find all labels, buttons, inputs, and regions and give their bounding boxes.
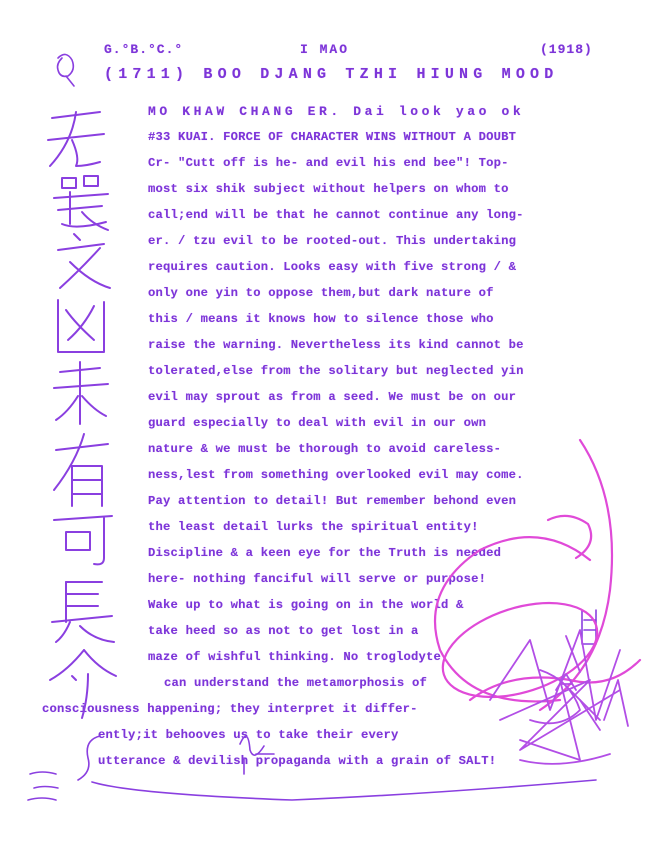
- header-title-line: [104, 66, 558, 83]
- bracket-annotation: [78, 736, 596, 800]
- body-line-11: tolerated,else from the solitary but neglected yin: [148, 364, 524, 378]
- bottom-left-scribble: [28, 772, 58, 800]
- right-margin-char: [582, 610, 596, 644]
- chinese-char-8: [52, 582, 114, 642]
- body-line-9: this / means it knows how to silence those who: [148, 312, 494, 326]
- body-line-7: requires caution. Looks easy with five strong / &: [148, 260, 517, 274]
- handwritten-chinese-column: [48, 112, 116, 718]
- header-left-code: G.°B.°C.°: [104, 42, 184, 57]
- body-line-24: consciousness happening; they interpret it differ-: [42, 702, 418, 716]
- body-line-12: evil may sprout as from a seed. We must be on our: [148, 390, 517, 404]
- chinese-char-4: [58, 300, 104, 352]
- chinese-char-2: [54, 176, 108, 230]
- body-line-19: here- nothing fanciful will serve or purpose!: [148, 572, 487, 586]
- chinese-char-3: [58, 234, 110, 288]
- body-line-14: nature & we must be thorough to avoid careless-: [148, 442, 502, 456]
- chinese-char-1: [48, 112, 104, 166]
- body-line-21: take heed so as not to get lost in a: [148, 624, 419, 638]
- body-line-13: guard especially to deal with evil in our own: [148, 416, 487, 430]
- body-line-17: the least detail lurks the spiritual entity!: [148, 520, 479, 534]
- body-line-20: Wake up to what is going on in the world &: [148, 598, 464, 612]
- body-line-5: call;end will be that he cannot continue any long-: [148, 208, 524, 222]
- body-line-3: Cr- "Cutt off is he- and evil his end bee"! Top-: [148, 156, 509, 170]
- chinese-char-7: [54, 516, 112, 564]
- body-line-1: MO KHAW CHANG ER. Dai look yao ok: [148, 104, 525, 119]
- body-line-8: only one yin to oppose them,but dark nature of: [148, 286, 494, 300]
- body-line-6: er. / tzu evil to be rooted-out. This undertaking: [148, 234, 517, 248]
- body-line-26: utterance & devilish propaganda with a grain of SALT!: [98, 754, 497, 768]
- body-line-10: raise the warning. Nevertheless its kind cannot be: [148, 338, 524, 352]
- header-center: I MAO: [300, 42, 350, 57]
- body-line-2: #33 KUAI. FORCE OF CHARACTER WINS WITHOUT A DOUBT: [148, 130, 517, 144]
- margin-tick-mark: [58, 54, 75, 86]
- chinese-char-5: [54, 362, 108, 424]
- chinese-char-6: [54, 434, 108, 506]
- dense-scribble-block: [490, 630, 628, 764]
- body-line-4: most six shik subject without helpers on whom to: [148, 182, 509, 196]
- body-line-18: Discipline & a keen eye for the Truth is needed: [148, 546, 502, 560]
- body-line-23: can understand the metamorphosis of: [164, 676, 427, 690]
- header-year-left: (1711): [104, 66, 190, 83]
- body-line-25: ently;it behooves us to take their every: [98, 728, 399, 742]
- body-line-22: maze of wishful thinking. No troglodyte: [148, 650, 442, 664]
- header-title: BOO DJANG TZHI HIUNG MOOD: [203, 66, 559, 83]
- body-line-16: Pay attention to detail! But remember behond even: [148, 494, 517, 508]
- header-year-right: (1918): [540, 42, 593, 57]
- body-line-15: ness,lest from something overlooked evil may come.: [148, 468, 524, 482]
